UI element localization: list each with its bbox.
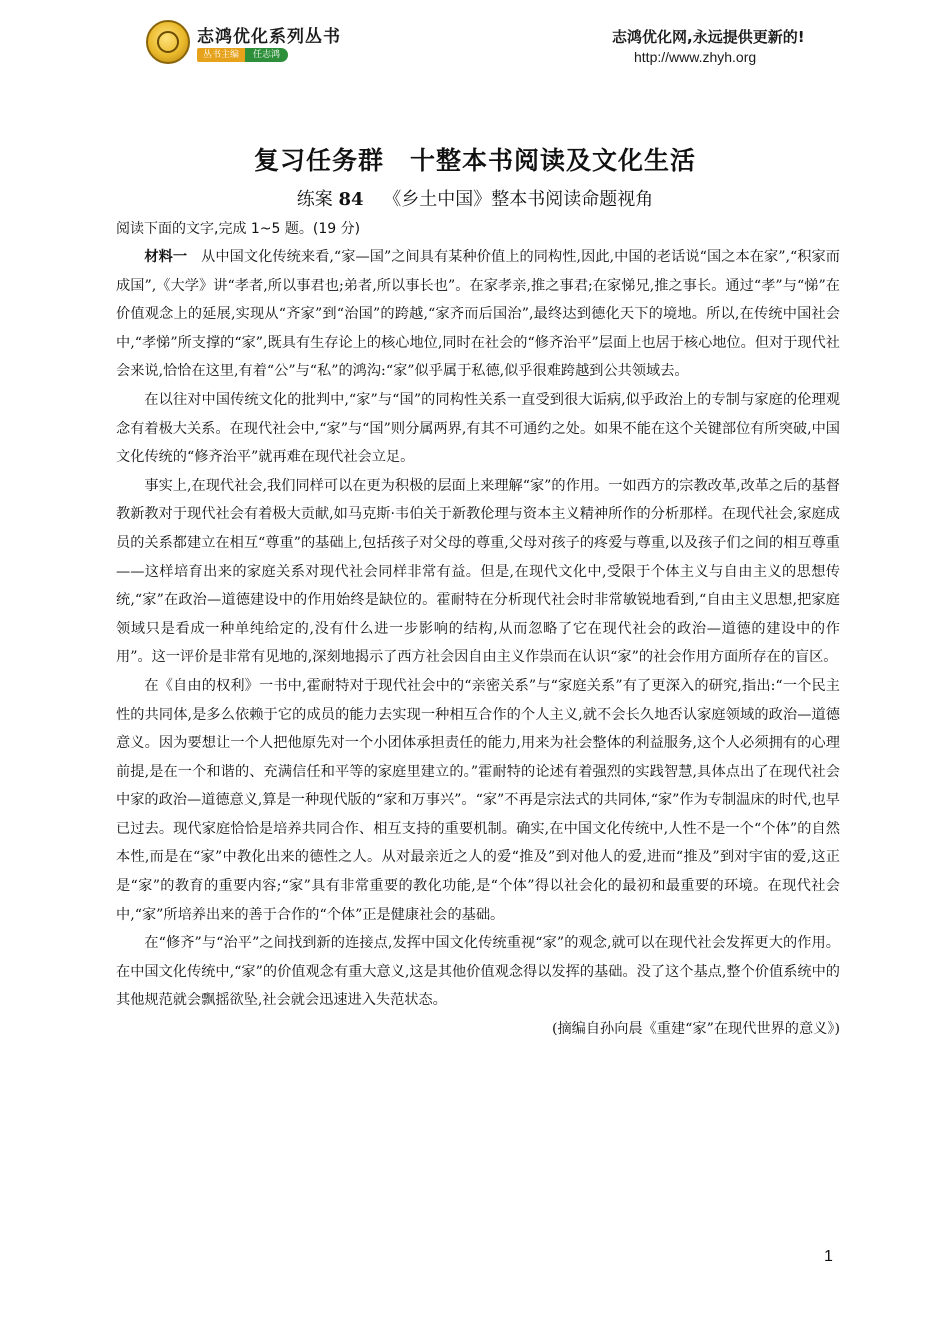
paragraph-text: 事实上,在现代社会,我们同样可以在更为积极的层面上来理解“家”的作用。一如西方的宗教改革,改革之后的基督教新教对于现代社会有着极大贡献,如马克斯·韦伯关于新教伦理与资本主义精神所作的分析那样。在现代社会,家庭成员的关系都建立在相互“尊重”的基础上,包括孩子对父母的尊重,父母对孩子的疼爱与尊重,以及孩子们之间的相互尊重——这样培育出来的家庭关系对现代社会同样非常有益。但是,在现代文化中,受限于个体主义与自由主义的思想传统,“家”在政治—道德建设中的作用始终是缺位的。霍耐特在分析现代社会时非常敏锐地看到,“自由主义思想,把家庭领域只是看成一种单纯给定的,没有什么进一步影响的结构,从而忽略了它在现代社会的政治—道德的建设中的作用”。这一评价是非常有见地的,深刻地揭示了西方社会因自由主义作祟而在认识“家”的社会作用方面所存在的盲区。 xyxy=(116,477,840,666)
header-slogan: 志鸿优化网,永远提供更新的! xyxy=(612,28,805,46)
page-header xyxy=(0,0,950,100)
paragraph-text: 在“修齐”与“治平”之间找到新的连接点,发挥中国文化传统重视“家”的观念,就可以在现代社会发挥更大的作用。在中国文化传统中,“家”的价值观念有重大意义,这是其他价值观念得以发挥的基础。没了这个基点,整个价值系统中的其他规范就会飘摇欲坠,社会就会迅速进入失范状态。 xyxy=(116,935,840,1009)
sub-title xyxy=(0,185,950,211)
series-title: 志鸿优化系列丛书 xyxy=(197,27,341,47)
paragraph-text: 在以往对中国传统文化的批判中,“家”与“国”的同构性关系一直受到很大诟病,似乎政治上的专制与家庭的伦理观念有着极大关系。在现代社会中,“家”与“国”则分属两界,有其不可通约之处。如果不能在这个关键部位有所突破,中国文化传统的“修齐治平”就再难在现代社会立足。 xyxy=(116,391,840,466)
editor-name: 任志鸿 xyxy=(245,48,288,62)
paragraph xyxy=(116,472,840,672)
paragraph xyxy=(116,672,840,929)
paragraph-text: 在《自由的权利》一书中,霍耐特对于现代社会中的“亲密关系”与“家庭关系”有了更深入的研究,指出:“一个民主性的共同体,是多么依赖于它的成员的能力去实现一种相互合作的个人主义,就不会长久地否认家庭领域的政治—道德意义。因为要想让一个人把他原先对一个小团体承担责任的能力,用来为社会整体的利益服务,这个人必须拥有的心理前提,是在一个和谐的、充满信任和平等的家庭里建立的。”霍耐特的论述有着强烈的实践智慧,具体点出了在现代社会中家的政治—道德意义,算是一种现代版的“家和万事兴”。“家”不再是宗法式的共同体,“家”作为专制温床的时代,也早已过去。现代家庭恰恰是培养共同合作、相互支持的重要机制。确实,在中国文化传统中,人性不是一个“个体”的自然本性,而是在“家”中教化出来的德性之人。从对最亲近之人的爱“推及”到对他人的爱,进而“推及”到对宇宙的爱,这正是“家”的教育的重要内容;“家”具有非常重要的教化功能,是“个体”得以社会化的最初和最重要的环境。在现代社会中,“家”所培养出来的善于合作的“个体”正是健康社会的基础。 xyxy=(116,677,840,923)
editor-credit xyxy=(197,48,288,62)
main-title: 复习任务群 十整本书阅读及文化生活 xyxy=(253,146,696,175)
source-citation: (摘编自孙向晨《重建“家”在现代世界的意义》) xyxy=(551,1021,840,1038)
paragraph xyxy=(116,929,840,1015)
editor-label: 丛书主编 xyxy=(197,48,245,62)
paragraph-text: 从中国文化传统来看,“家—国”之间具有某种价值上的同构性,因此,中国的老话说“国之本在家”,“积家而成国”,《大学》讲“孝者,所以事君也;弟者,所以事长也”。在家孝亲,推之事君;在家悌兄,推之事长。通过“孝”与“悌”在价值观念上的延展,实现从“齐家”到“治国”的跨越,“家齐而后国治”,最终达到德化天下的境地。所以,在传统中国社会中,“孝悌”所支撑的“家”,既具有生存论上的核心地位,同时在社会的“修齐治平”层面上也居于核心地位。但对于现代社会来说,恰恰在这里,有着“公”与“私”的鸿沟:“家”似乎属于私德,似乎很难跨越到公共领域去。 xyxy=(116,249,840,380)
reading-instruction: 阅读下面的文字,完成 1~5 题。(19 分) xyxy=(116,221,361,237)
paragraph xyxy=(116,386,840,472)
page-number: 1 xyxy=(824,1248,833,1265)
article-body xyxy=(116,243,840,1044)
series-logo-icon xyxy=(146,20,190,64)
material-label: 材料一 xyxy=(144,249,188,265)
header-url[interactable]: http://www.zhyh.org xyxy=(634,49,757,65)
sub-title-prefix: 练案 xyxy=(296,189,333,210)
paragraph xyxy=(116,243,840,386)
sub-title-number: 84 xyxy=(338,189,364,210)
sub-title-text: 《乡土中国》整本书阅读命题视角 xyxy=(383,189,654,210)
